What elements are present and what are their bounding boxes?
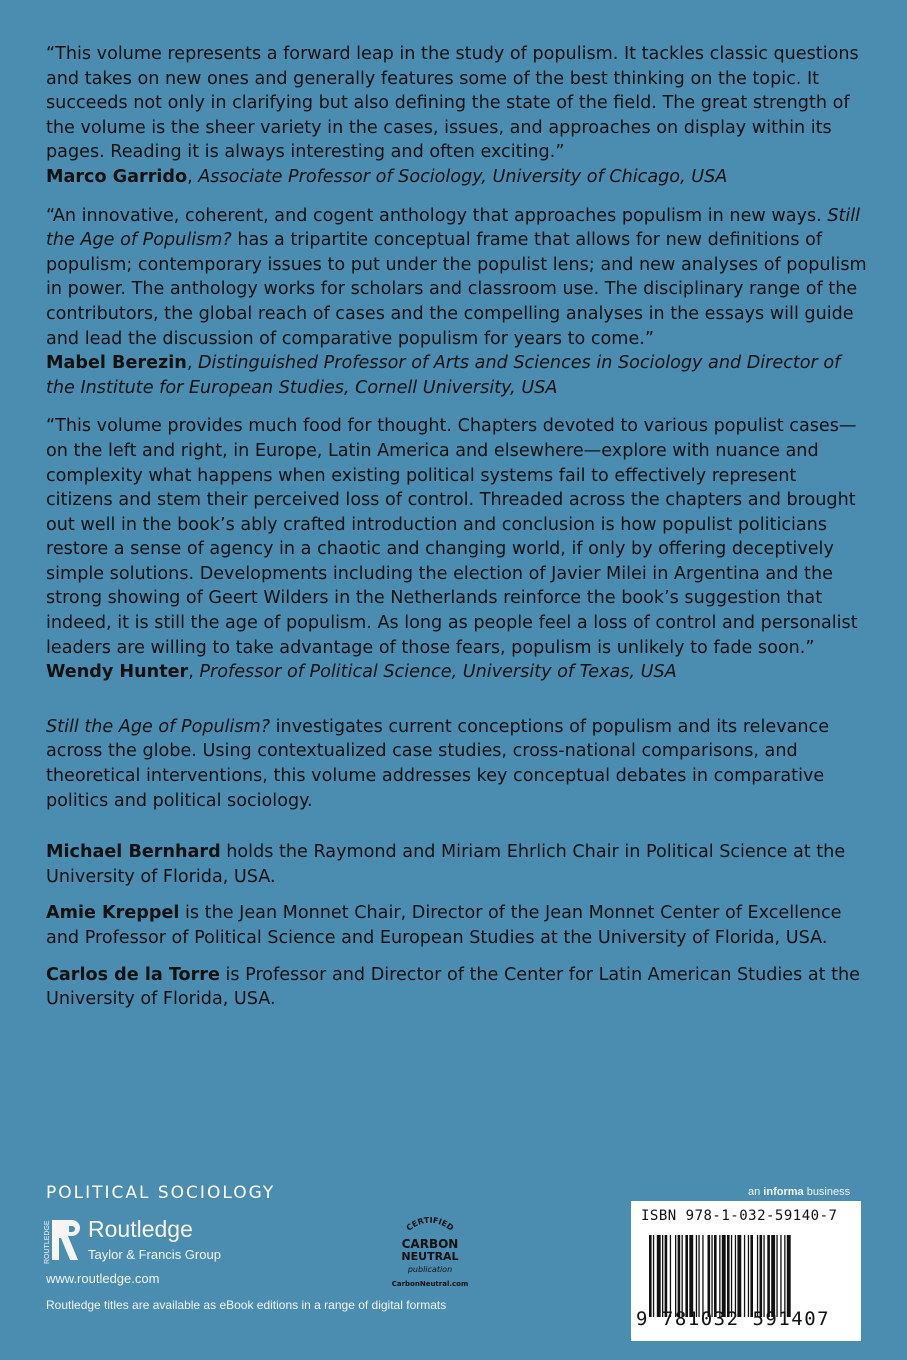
barcode-bar bbox=[714, 1235, 717, 1317]
barcode-bar bbox=[696, 1235, 697, 1317]
barcode-bar bbox=[649, 1235, 652, 1317]
barcode-bar bbox=[657, 1235, 661, 1317]
routledge-r-icon bbox=[40, 1216, 84, 1272]
endorser-affiliation: Distinguished Professor of Arts and Sciences in Sociology and Director of the Institute for European Studies, Cornell University, USA bbox=[46, 353, 841, 398]
book-description bbox=[46, 715, 868, 813]
informa-brand: informa bbox=[763, 1186, 804, 1198]
barcode-bar bbox=[702, 1235, 703, 1317]
back-cover-text bbox=[46, 42, 868, 1024]
publisher-group: Taylor & Francis Group bbox=[88, 1247, 221, 1262]
editor-bio-2 bbox=[46, 901, 868, 950]
editor-name: Michael Bernhard bbox=[46, 842, 221, 863]
editor-name: Amie Kreppel bbox=[46, 903, 180, 924]
spine-wordmark: ROUTLEDGE bbox=[44, 1220, 51, 1264]
carbon-line2: NEUTRAL bbox=[401, 1250, 459, 1263]
carbon-publication: publication bbox=[407, 1265, 453, 1274]
editor-bio-1 bbox=[46, 840, 868, 889]
barcode-bar bbox=[689, 1235, 693, 1317]
publisher-name: Routledge bbox=[88, 1216, 193, 1242]
barcode-bar bbox=[731, 1235, 732, 1317]
endorsement-attribution: Marco Garrido, Associate Professor of Sociology, University of Chicago, USA bbox=[46, 166, 728, 187]
barcode-bar bbox=[776, 1235, 777, 1317]
barcode-bar bbox=[727, 1235, 730, 1317]
barcode-bar bbox=[698, 1235, 699, 1317]
barcode-bar bbox=[662, 1235, 663, 1317]
isbn-barcode bbox=[631, 1201, 861, 1341]
routledge-logo bbox=[40, 1216, 240, 1272]
informa-prefix: an bbox=[748, 1186, 764, 1198]
barcode-bar bbox=[665, 1235, 668, 1317]
barcode-bar bbox=[735, 1235, 736, 1317]
endorsement-3 bbox=[46, 414, 868, 685]
editor-name: Carlos de la Torre bbox=[46, 964, 220, 985]
book-title-inline: Still the Age of Populism? bbox=[46, 205, 861, 251]
barcode-bar bbox=[744, 1235, 745, 1317]
barcode-bar bbox=[750, 1235, 753, 1317]
barcode-bar bbox=[767, 1235, 770, 1317]
editor-bio-text: holds the Raymond and Miriam Ehrlich Chair in Political Science at the University of Florida, USA. bbox=[46, 842, 846, 887]
endorsement-attribution: Wendy Hunter, Professor of Political Science, University of Texas, USA bbox=[46, 662, 677, 683]
publisher-url[interactable]: www.routledge.com bbox=[46, 1271, 160, 1286]
barcode-bar bbox=[787, 1235, 791, 1317]
barcode-bar bbox=[763, 1235, 764, 1317]
barcode-bar bbox=[670, 1235, 671, 1317]
ebook-note: Routledge titles are available as eBook editions in a range of digital formats bbox=[46, 1298, 447, 1312]
barcode-bar bbox=[708, 1235, 711, 1317]
endorser-name: Mabel Berezin bbox=[46, 353, 187, 374]
carbon-url: CarbonNeutral.com bbox=[391, 1280, 469, 1288]
informa-tagline bbox=[748, 1186, 850, 1198]
editor-bio-3 bbox=[46, 963, 868, 1012]
barcode-bar bbox=[780, 1235, 781, 1317]
isbn-label: ISBN 978-1-032-59140-7 bbox=[641, 1208, 838, 1224]
endorsement-text: “This volume provides much food for thought. Chapters devoted to various populist cases—on the left and right, in Europe, Latin America and elsewhere—explore with nuance and complexity what happens when existing political systems fail to effectively represent citizens and stem their perceived loss of control. Threaded across the chapters and brought out well in the book’s ably crafted introduction and conclusion is how populist politicians restore a sense of agency in a chaotic and changing world, if only by offering deceptively simple solutions. Developments including the election of Javier Milei in Argentina and the strong showing of Geert Wilders in the Netherlands reinforce the book’s suggestion that indeed, it is still the age of populism. As long as people feel a loss of control and personalist leaders are willing to take advantage of those fears, populism is unlikely to fade soon.” bbox=[46, 416, 858, 658]
carbon-certified: CERTIFIED bbox=[404, 1215, 456, 1233]
endorsement-2 bbox=[46, 204, 868, 401]
endorsement-1 bbox=[46, 42, 868, 190]
barcode-bar bbox=[760, 1235, 763, 1317]
book-title-inline: Still the Age of Populism? bbox=[46, 716, 271, 737]
barcode-bar bbox=[722, 1235, 726, 1317]
barcode-bar bbox=[711, 1235, 712, 1317]
endorser-affiliation: Associate Professor of Sociology, University of Chicago, USA bbox=[198, 166, 728, 187]
informa-suffix: business bbox=[803, 1186, 851, 1198]
barcode-bar bbox=[653, 1235, 654, 1317]
barcode-bar bbox=[682, 1235, 683, 1317]
barcode-bars bbox=[649, 1235, 845, 1317]
barcode-bar bbox=[737, 1235, 741, 1317]
barcode-bar bbox=[784, 1235, 785, 1317]
barcode-bar bbox=[771, 1235, 775, 1317]
endorsement-text: has a tripartite conceptual frame that allows for new definitions of populism; contemporary issues to put under the populist lens; and new analyses of populism in power. The anthology works for scholars and classroom use. The disciplinary range of the contributors, the global reach of cases and the compelling analyses in the essays will guide and lead the discussion of comparative populism for years to come.” bbox=[46, 230, 867, 349]
series-name: POLITICAL SOCIOLOGY bbox=[46, 1183, 276, 1203]
endorsement-attribution: Mabel Berezin, Distinguished Professor of Arts and Sciences in Sociology and Director of the Institute for European Studies, Cornell University, USA bbox=[46, 353, 841, 398]
barcode-bar bbox=[748, 1235, 749, 1317]
carbon-neutral-badge bbox=[382, 1204, 478, 1292]
endorsement-lead: “An innovative, coherent, and cogent anthology that approaches populism in new ways. bbox=[46, 205, 822, 226]
barcode-bar bbox=[719, 1235, 720, 1317]
barcode-bar bbox=[675, 1235, 676, 1317]
description-text: investigates current conceptions of populism and its relevance across the globe. Using contextualized case studies, cross-national comparisons, and theoretical interventions, this volume addresses key conceptual debates in comparative politics and political sociology. bbox=[46, 716, 830, 811]
endorser-name: Marco Garrido bbox=[46, 166, 188, 187]
barcode-bar bbox=[685, 1235, 688, 1317]
svg-text:CERTIFIED bbox=[405, 1216, 456, 1233]
editor-bio-text: is Professor and Director of the Center for Latin American Studies at the University of Florida, USA. bbox=[46, 964, 860, 1010]
barcode-bar bbox=[757, 1235, 758, 1317]
editor-bio-text: is the Jean Monnet Chair, Director of the Jean Monnet Center of Excellence and Professor of Political Science and European Studies at the University of Florida, USA. bbox=[46, 903, 842, 948]
endorser-affiliation: Professor of Political Science, University of Texas, USA bbox=[199, 662, 677, 683]
endorser-name: Wendy Hunter bbox=[46, 662, 189, 683]
isbn-digits: 9 781032 591407 bbox=[636, 1308, 831, 1330]
barcode-bar bbox=[678, 1235, 681, 1317]
carbon-line1: CARBON bbox=[401, 1237, 459, 1251]
endorsement-text: “This volume represents a forward leap in the study of populism. It tackles classic questions and takes on new ones and generally features some of the best thinking on the topic. It succeeds not only in clarifying but also defining the state of the field. The great strength of the volume is the sheer variety in the cases, issues, and approaches on display within its pages. Reading it is always interesting and often exciting.” bbox=[46, 44, 859, 163]
